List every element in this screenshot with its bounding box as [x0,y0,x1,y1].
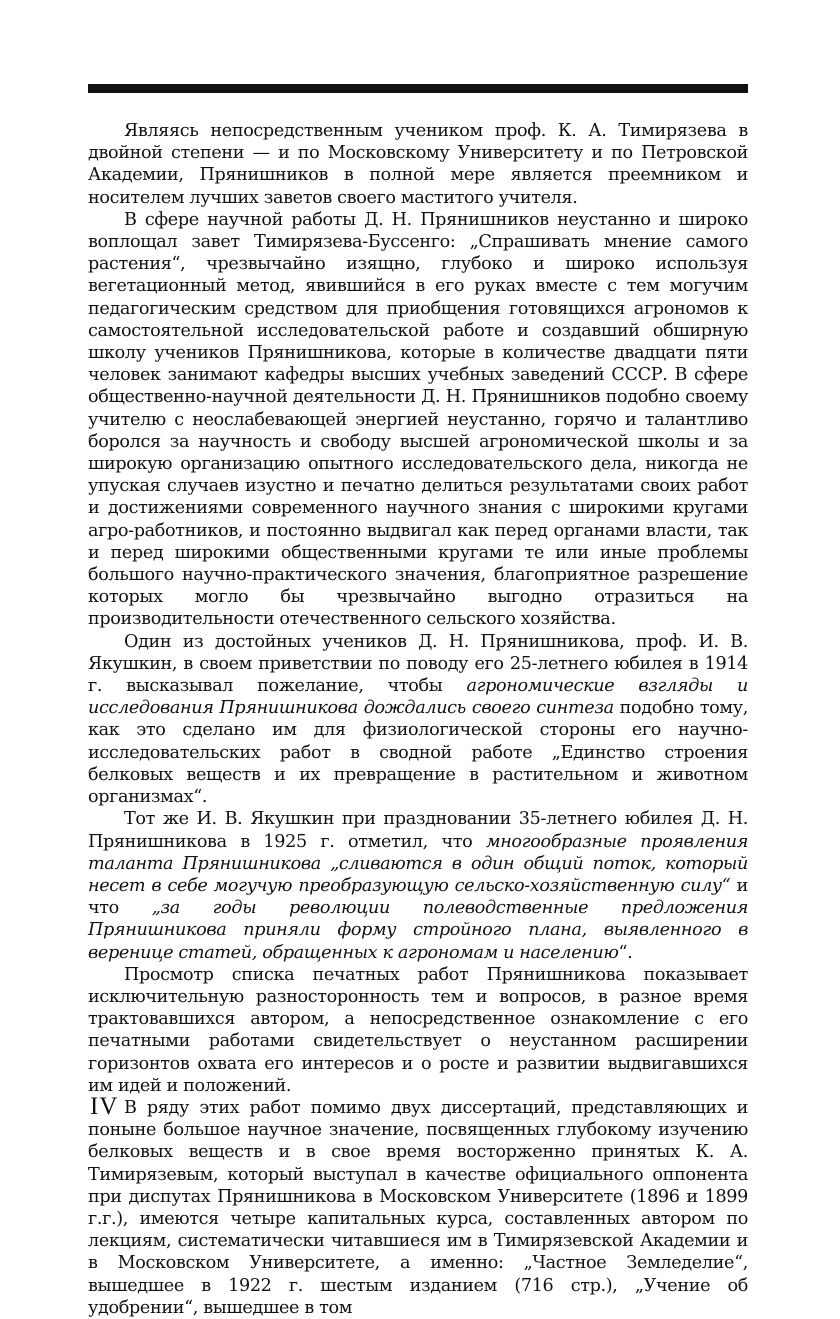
page-number: IV [90,1093,119,1120]
paragraph-6-text: В ряду этих работ помимо двух диссертаций, представляющих и поныне большое научное значение, посвященных глубокому изучению белковых веществ и в свое время восторженно принятых К. А. Тимирязевым, который выступал в качестве официального оппонента при диспутах Прянишникова в Московском Университете (1896 и 1899 г.г.), имеются четыре капитальных курса, составленных автором по лекциям, систематически читавшиеся им в Тимирязевской Академии и в Московском Университете, а именно: „Частное Земледелие“, вышедшее в 1922 г. шестым изданием (716 стр.), „Учение об удобрении“, вышедшее в том [88,1097,748,1318]
paragraph-2-text: В сфере научной работы Д. Н. Прянишников неустанно и широко воплощал завет Тимирязева-Буссенго: „Спрашивать мнение самого растения“, чрезвычайно изящно, глубоко и широко используя вегетационный метод, явившийся в его руках вместе с тем могучим педагогическим средством для приобщения готовящихся агрономов к самостоятельной исследовательской работе и создавший обширную школу учеников Прянишникова, которые в количестве двадцати пяти человек занимают кафедры высших учебных заведений СССР. В сфере общественно-научной деятельности Д. Н. Прянишников подобно своему учителю с неослабевающей энергией неустанно, горячо и талантливо боролся за научность и свободу высшей агрономической школы и за широкую организацию опытного исследовательского дела, никогда не упуская случаев изустно и печатно делиться результатами своих работ и достижениями современного научного знания с широкими кругами агро-работников, и постоянно выдвигал как перед органами власти, так и перед широкими общественными кругами те или иные проблемы большого научно-практического значения, благоприятное разрешение которых могло бы чрезвычайно выгодно отразиться на производительности отечественного сельского хозяйства. [88,209,748,630]
paragraph-4-italic-quote-1: многообразные проявления таланта Прянишникова „сливаются в один общий поток, который несет в себе могучую преобразующую сельско-хозяйственную силу“ [88,831,748,896]
paragraph-4-text-a: Тот же И. В. Якушкин при праздновании 35-летнего юбилея Д. Н. Прянишникова в 1925 г. отметил, что [88,809,748,852]
paragraph-5-text: Просмотр списка печатных работ Прянишникова показывает исключительную разносторонность тем и вопросов, в разное время трактовавшихся автором, а непосредственное ознакомление с его печатными работами свидетельствует о неустанном расширении горизонтов охвата его интересов и о росте и развитии выдвигавшихся им идей и положений. [88,964,748,1096]
paragraph-1 [88,120,748,209]
paragraph-2 [88,209,748,631]
paragraph-4 [88,808,748,963]
paragraph-3-text-c: подобно тому, как это сделано им для физиологической стороны его научно-исследовательских работ в сводной работе „Единство строения белковых веществ и их превращение в растительном и животном организмах“. [88,698,748,808]
paragraph-3-text-a: Один из достойных учеников Д. Н. Прянишникова, проф. И. В. Якушкин, в своем приветствии по поводу его 25-летнего юбилея в 1914 г. высказывал пожелание, чтобы [88,631,748,697]
paragraph-1-text: Являясь непосредственным учеником проф. К. А. Тимирязева в двойной степени — и по Московскому Университету и по Петровской Академии, Прянишников в полной мере является преемником и носителем лучших заветов своего маститого учителя. [88,121,748,208]
paragraph-6 [88,1097,748,1319]
paragraph-4-italic-quote-2: „за годы революции полеводственные предложения Прянишникова приняли форму стройного плана, выявленного в веренице статей, обращенных к агрономам и населению [88,898,748,963]
paragraph-3-italic-quote: агрономические взгляды и исследования Прянишникова дождались своего синтеза [88,676,748,719]
header-rule [88,84,748,93]
paragraph-4-text-e: “. [618,942,633,963]
paragraph-3 [88,631,748,809]
paragraph-4-text-c: и что [88,875,748,919]
body-text [88,120,748,1319]
paragraph-5 [88,964,748,1097]
